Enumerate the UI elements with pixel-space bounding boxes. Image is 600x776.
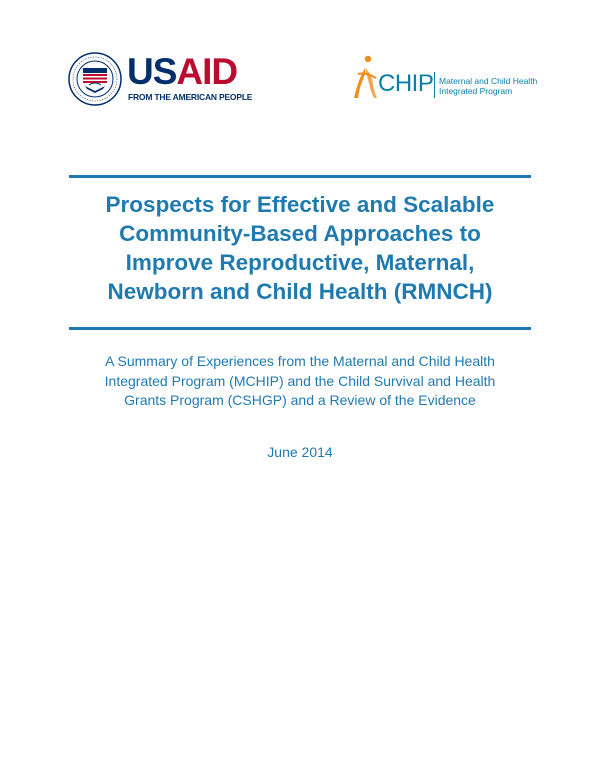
document-date: June 2014 bbox=[267, 444, 333, 460]
title-line: Newborn and Child Health (RMNCH) bbox=[107, 279, 493, 304]
title-line: Improve Reproductive, Maternal, bbox=[125, 250, 475, 275]
mchip-subtitle-line2: Integrated Program bbox=[439, 86, 513, 96]
mchip-subtitle-line1: Maternal and Child Health bbox=[439, 76, 538, 86]
subtitle-line: Integrated Program (MCHIP) and the Child Survival and Health bbox=[104, 372, 496, 389]
subtitle-line: A Summary of Experiences from the Maternal and Child Health bbox=[105, 353, 495, 369]
document-title bbox=[60, 190, 540, 306]
usaid-wordmark bbox=[127, 51, 238, 92]
mchip-wordmark: CHIP bbox=[378, 70, 434, 97]
title-rule-top bbox=[69, 175, 531, 178]
subtitle-line: Grants Program (CSHGP) and a Review of the Evidence bbox=[124, 392, 476, 408]
mchip-subtitle bbox=[439, 76, 537, 96]
mchip-divider bbox=[434, 72, 435, 98]
usaid-word-us: US bbox=[127, 51, 177, 92]
usaid-seal-icon bbox=[68, 52, 122, 106]
usaid-logo bbox=[68, 52, 253, 108]
usaid-tagline: FROM THE AMERICAN PEOPLE bbox=[128, 92, 253, 102]
mchip-logo bbox=[348, 52, 538, 104]
title-line: Prospects for Effective and Scalable bbox=[105, 192, 495, 217]
title-line: Community-Based Approaches to bbox=[119, 221, 481, 246]
document-subtitle bbox=[60, 352, 540, 411]
title-rule-bottom bbox=[69, 327, 531, 330]
usaid-word-aid: AID bbox=[176, 51, 238, 92]
